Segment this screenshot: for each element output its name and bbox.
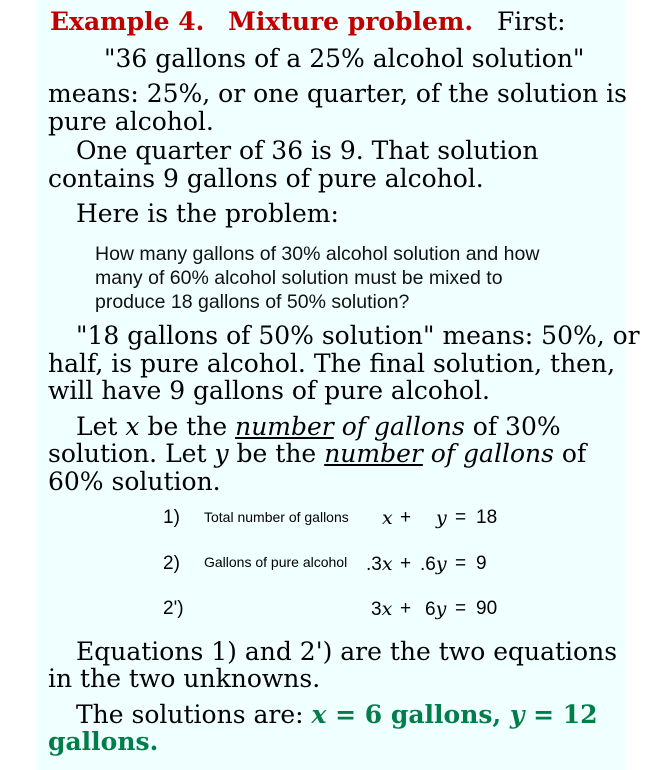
number-underlined-2: number xyxy=(324,439,423,468)
example-label: Example 4. xyxy=(50,7,205,36)
number-underlined: number xyxy=(235,412,334,441)
eq2p-coef-x: 3 xyxy=(371,599,382,620)
be-the-text-2: be the xyxy=(228,439,325,468)
analysis-line2: half, is pure alcohol. The final solution, then, xyxy=(48,349,616,378)
equation-2-plus: + xyxy=(400,553,412,574)
problem-line1: How many gallons of 30% alcohol solution and how xyxy=(95,243,540,265)
eq1-x: x xyxy=(382,507,393,529)
equation-2prime-equals: = xyxy=(455,598,467,619)
eq2-coef-y: .6 xyxy=(420,554,436,575)
let-x-line xyxy=(76,413,561,441)
equation-2prime-plus: + xyxy=(400,598,412,619)
analysis-line3: will have 9 gallons of pure alcohol. xyxy=(48,376,490,405)
of-text: of xyxy=(553,439,587,468)
equation-2prime-rhs: 90 xyxy=(476,598,498,619)
equation-1-plus: + xyxy=(400,507,412,528)
example-title: Mixture problem. xyxy=(228,7,474,36)
problem-line2: many of 60% alcohol solution must be mixed to xyxy=(95,267,503,289)
equation-2prime-number: 2') xyxy=(163,598,184,619)
of-30-text: of 30% xyxy=(464,412,561,441)
solution-y: y xyxy=(509,700,525,729)
var-y: y xyxy=(214,439,229,468)
equation-1-y xyxy=(436,507,447,530)
let-line3: 60% solution. xyxy=(48,467,221,496)
eq2p-x: x xyxy=(381,598,393,620)
solution-x: x xyxy=(311,700,327,729)
eq2-y: y xyxy=(435,553,447,575)
header-line xyxy=(50,8,566,36)
eq2p-coef-y: 6 xyxy=(425,599,436,620)
of-gallons-italic: of gallons xyxy=(333,412,465,441)
equation-1-rhs: 18 xyxy=(476,507,498,528)
equation-1-equals: = xyxy=(455,507,467,528)
solution-x-value: = 6 gallons, xyxy=(326,700,510,729)
intro-quarter-line1: One quarter of 36 is 9. That solution xyxy=(76,136,539,165)
let-x-text: Let xyxy=(76,412,126,441)
equation-2-label: Gallons of pure alcohol xyxy=(204,554,348,570)
solution-unit: gallons. xyxy=(48,727,159,756)
intro-quarter-line2: contains 9 gallons of pure alcohol. xyxy=(48,164,484,193)
equation-2-x-term xyxy=(366,553,393,576)
solution-y-value: = 12 xyxy=(524,700,598,729)
solution-line xyxy=(76,701,598,729)
eq2p-y: y xyxy=(435,598,447,620)
equation-2prime-y-term xyxy=(425,598,446,621)
equation-2-rhs: 9 xyxy=(476,553,487,574)
conclusion-line2: in the two unknowns. xyxy=(48,664,321,693)
equation-2-equals: = xyxy=(455,553,467,574)
eq2-x: x xyxy=(381,553,393,575)
analysis-line1: "18 gallons of 50% solution" means: 50%, or xyxy=(76,321,640,350)
let-y-line xyxy=(48,440,586,468)
eq1-y: y xyxy=(436,507,447,529)
problem-line3: produce 18 gallons of 50% solution? xyxy=(95,291,410,313)
equation-2-number: 2) xyxy=(163,553,180,574)
intro-quote: "36 gallons of a 25% alcohol solution" xyxy=(104,44,585,73)
intro-means-line2: pure alcohol. xyxy=(48,107,214,136)
solution-let-text: solution. Let xyxy=(48,439,215,468)
conclusion-line1: Equations 1) and 2') are the two equations xyxy=(76,637,618,666)
equation-2-y-term xyxy=(420,553,447,576)
equation-1-number: 1) xyxy=(163,507,180,528)
first-label: First: xyxy=(496,7,566,36)
eq2-coef-x: .3 xyxy=(366,554,382,575)
equation-1-x xyxy=(382,507,393,530)
be-the-text: be the xyxy=(139,412,236,441)
solution-lead: The solutions are: xyxy=(76,700,312,729)
intro-here: Here is the problem: xyxy=(76,199,339,228)
of-gallons-italic-2: of gallons xyxy=(422,439,554,468)
equation-2prime-x-term xyxy=(371,598,392,621)
var-x: x xyxy=(125,412,140,441)
intro-means-line1: means: 25%, or one quarter, of the solution is xyxy=(48,79,627,108)
equation-1-label: Total number of gallons xyxy=(204,509,349,525)
